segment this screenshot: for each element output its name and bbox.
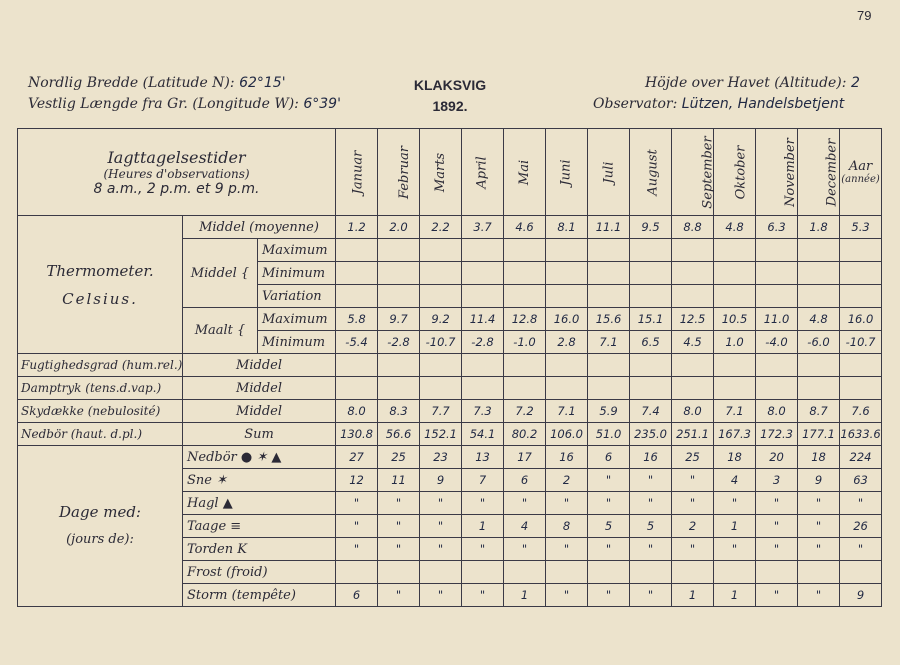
value-cell: 8.0 bbox=[672, 400, 714, 423]
value-cell bbox=[714, 354, 756, 377]
annual-value-cell: 5.3 bbox=[840, 216, 882, 239]
value-cell bbox=[756, 377, 798, 400]
value-cell: 12.8 bbox=[504, 308, 546, 331]
annual-value-cell bbox=[840, 354, 882, 377]
row-label: Middel bbox=[183, 377, 336, 400]
table-row bbox=[18, 400, 882, 423]
value-cell bbox=[420, 262, 462, 285]
dage-med-label: Dage med: (jours de): bbox=[18, 446, 183, 607]
value-cell bbox=[336, 239, 378, 262]
annual-value-cell: -10.7 bbox=[840, 331, 882, 354]
title-french: (Heures d'observations) bbox=[103, 166, 250, 181]
value-cell bbox=[672, 262, 714, 285]
month-header: November bbox=[756, 129, 798, 216]
value-cell: 1 bbox=[462, 515, 504, 538]
month-header: April bbox=[462, 129, 504, 216]
value-cell bbox=[630, 262, 672, 285]
value-cell: 8.0 bbox=[756, 400, 798, 423]
altitude-value: 2 bbox=[850, 75, 860, 91]
value-cell bbox=[504, 285, 546, 308]
value-cell: " bbox=[714, 538, 756, 561]
value-cell bbox=[714, 262, 756, 285]
latitude-line bbox=[28, 75, 286, 91]
row-label: Maximum bbox=[258, 308, 336, 331]
value-cell: 3 bbox=[756, 469, 798, 492]
value-cell: " bbox=[630, 538, 672, 561]
longitude-label: Vestlig Længde fra Gr. (Longitude W): bbox=[28, 96, 299, 112]
value-cell bbox=[672, 239, 714, 262]
value-cell bbox=[798, 262, 840, 285]
value-cell bbox=[630, 239, 672, 262]
value-cell: 1.0 bbox=[714, 331, 756, 354]
station-year: 1892. bbox=[432, 98, 468, 114]
value-cell: " bbox=[798, 492, 840, 515]
value-cell: 1 bbox=[714, 515, 756, 538]
longitude-value: 6°39' bbox=[303, 96, 341, 112]
value-cell bbox=[462, 262, 504, 285]
row-label: Minimum bbox=[258, 331, 336, 354]
value-cell: 54.1 bbox=[462, 423, 504, 446]
value-cell: 4 bbox=[714, 469, 756, 492]
value-cell bbox=[714, 285, 756, 308]
value-cell: " bbox=[546, 538, 588, 561]
value-cell: 11.0 bbox=[756, 308, 798, 331]
value-cell: 130.8 bbox=[336, 423, 378, 446]
value-cell: " bbox=[672, 492, 714, 515]
value-cell: 7.1 bbox=[546, 400, 588, 423]
value-cell: 1 bbox=[504, 584, 546, 607]
value-cell: " bbox=[756, 584, 798, 607]
value-cell: " bbox=[756, 492, 798, 515]
value-cell: 152.1 bbox=[420, 423, 462, 446]
value-cell: 8 bbox=[546, 515, 588, 538]
value-cell: 7.1 bbox=[714, 400, 756, 423]
row-label: Minimum bbox=[258, 262, 336, 285]
value-cell: 25 bbox=[672, 446, 714, 469]
annual-value-cell: " bbox=[840, 492, 882, 515]
value-cell bbox=[378, 285, 420, 308]
month-header: August bbox=[630, 129, 672, 216]
annual-header bbox=[840, 129, 882, 216]
value-cell: 8.0 bbox=[336, 400, 378, 423]
value-cell bbox=[462, 354, 504, 377]
value-cell: 6.5 bbox=[630, 331, 672, 354]
value-cell: 5 bbox=[588, 515, 630, 538]
value-cell: 172.3 bbox=[756, 423, 798, 446]
observation-times: 8 a.m., 2 p.m. et 9 p.m. bbox=[93, 180, 260, 197]
value-cell bbox=[798, 285, 840, 308]
value-cell bbox=[336, 561, 378, 584]
value-cell: -2.8 bbox=[378, 331, 420, 354]
value-cell: -2.8 bbox=[462, 331, 504, 354]
value-cell bbox=[378, 377, 420, 400]
value-cell bbox=[588, 262, 630, 285]
value-cell bbox=[798, 354, 840, 377]
value-cell: 20 bbox=[756, 446, 798, 469]
value-cell: 7 bbox=[462, 469, 504, 492]
value-cell: 251.1 bbox=[672, 423, 714, 446]
value-cell: 1.8 bbox=[798, 216, 840, 239]
value-cell: " bbox=[756, 538, 798, 561]
value-cell bbox=[672, 285, 714, 308]
value-cell: 11.1 bbox=[588, 216, 630, 239]
annual-label: Aar bbox=[848, 159, 873, 174]
annual-value-cell bbox=[840, 561, 882, 584]
value-cell: 5.9 bbox=[588, 400, 630, 423]
value-cell: " bbox=[588, 538, 630, 561]
value-cell: 2.8 bbox=[546, 331, 588, 354]
value-cell bbox=[378, 239, 420, 262]
value-cell: 11 bbox=[378, 469, 420, 492]
value-cell: 167.3 bbox=[714, 423, 756, 446]
value-cell: 8.7 bbox=[798, 400, 840, 423]
annual-value-cell: 16.0 bbox=[840, 308, 882, 331]
station-name: KLAKSVIG bbox=[413, 77, 487, 93]
value-cell: " bbox=[756, 515, 798, 538]
table-row bbox=[18, 216, 882, 239]
value-cell: " bbox=[630, 469, 672, 492]
observer-label: Observator: bbox=[593, 96, 678, 112]
value-cell bbox=[504, 262, 546, 285]
value-cell: 9.2 bbox=[420, 308, 462, 331]
value-cell: 8.1 bbox=[546, 216, 588, 239]
row-label: Sne ✶ bbox=[183, 469, 336, 492]
annual-value-cell bbox=[840, 285, 882, 308]
value-cell: 8.3 bbox=[378, 400, 420, 423]
value-cell: " bbox=[378, 584, 420, 607]
row-label: Sum bbox=[183, 423, 336, 446]
value-cell: 2 bbox=[672, 515, 714, 538]
value-cell: 6 bbox=[336, 584, 378, 607]
value-cell: 177.1 bbox=[798, 423, 840, 446]
value-cell bbox=[462, 561, 504, 584]
value-cell: 6.3 bbox=[756, 216, 798, 239]
value-cell bbox=[630, 377, 672, 400]
value-cell: " bbox=[462, 584, 504, 607]
value-cell bbox=[798, 561, 840, 584]
value-cell bbox=[546, 561, 588, 584]
value-cell: 7.1 bbox=[588, 331, 630, 354]
value-cell: " bbox=[336, 538, 378, 561]
value-cell: " bbox=[798, 584, 840, 607]
value-cell: " bbox=[462, 538, 504, 561]
value-cell: 1.2 bbox=[336, 216, 378, 239]
maalt-group-label: Maalt { bbox=[183, 308, 258, 354]
value-cell: 27 bbox=[336, 446, 378, 469]
value-cell bbox=[630, 561, 672, 584]
value-cell bbox=[462, 377, 504, 400]
table-row bbox=[18, 377, 882, 400]
table-row bbox=[18, 423, 882, 446]
value-cell: " bbox=[588, 469, 630, 492]
value-cell bbox=[546, 262, 588, 285]
month-header: Juli bbox=[588, 129, 630, 216]
value-cell bbox=[462, 285, 504, 308]
fugtighed-label: Fugtighedsgrad (hum.rel.) bbox=[18, 354, 183, 377]
annual-value-cell: 9 bbox=[840, 584, 882, 607]
value-cell: " bbox=[462, 492, 504, 515]
value-cell: " bbox=[378, 538, 420, 561]
value-cell: 1 bbox=[714, 584, 756, 607]
value-cell bbox=[336, 262, 378, 285]
value-cell: " bbox=[420, 492, 462, 515]
row-label: Middel (moyenne) bbox=[183, 216, 336, 239]
table-row bbox=[18, 446, 882, 469]
value-cell: " bbox=[588, 584, 630, 607]
value-cell: 235.0 bbox=[630, 423, 672, 446]
value-cell: 9.5 bbox=[630, 216, 672, 239]
value-cell bbox=[546, 285, 588, 308]
middel-group-label: Middel { bbox=[183, 239, 258, 308]
observation-table bbox=[17, 128, 882, 607]
value-cell bbox=[420, 354, 462, 377]
value-cell: -5.4 bbox=[336, 331, 378, 354]
annual-value-cell bbox=[840, 262, 882, 285]
value-cell: -4.0 bbox=[756, 331, 798, 354]
value-cell: 8.8 bbox=[672, 216, 714, 239]
value-cell: 4.5 bbox=[672, 331, 714, 354]
value-cell: " bbox=[504, 492, 546, 515]
value-cell: 80.2 bbox=[504, 423, 546, 446]
longitude-line bbox=[28, 96, 341, 112]
value-cell bbox=[630, 354, 672, 377]
value-cell: " bbox=[336, 515, 378, 538]
value-cell: 12.5 bbox=[672, 308, 714, 331]
annual-sub: (année) bbox=[841, 174, 880, 185]
value-cell bbox=[546, 354, 588, 377]
value-cell: 4 bbox=[504, 515, 546, 538]
value-cell: " bbox=[420, 584, 462, 607]
title-iagttagelsestider: Iagttagelsestider bbox=[107, 147, 246, 167]
month-header: September bbox=[672, 129, 714, 216]
value-cell: 7.2 bbox=[504, 400, 546, 423]
value-cell: 51.0 bbox=[588, 423, 630, 446]
value-cell: 106.0 bbox=[546, 423, 588, 446]
value-cell bbox=[336, 354, 378, 377]
value-cell: 16.0 bbox=[546, 308, 588, 331]
value-cell bbox=[672, 354, 714, 377]
value-cell bbox=[588, 354, 630, 377]
value-cell: 16 bbox=[546, 446, 588, 469]
table-row bbox=[18, 354, 882, 377]
value-cell: " bbox=[672, 469, 714, 492]
value-cell bbox=[756, 561, 798, 584]
value-cell: 4.6 bbox=[504, 216, 546, 239]
value-cell bbox=[672, 561, 714, 584]
thermometer-label: Thermometer. Celsius. bbox=[18, 216, 183, 354]
value-cell: " bbox=[588, 492, 630, 515]
month-header: Marts bbox=[420, 129, 462, 216]
value-cell bbox=[714, 377, 756, 400]
month-header: Oktober bbox=[714, 129, 756, 216]
value-cell bbox=[420, 239, 462, 262]
value-cell: 17 bbox=[504, 446, 546, 469]
row-label: Middel bbox=[183, 400, 336, 423]
value-cell bbox=[588, 561, 630, 584]
value-cell bbox=[420, 561, 462, 584]
value-cell: " bbox=[378, 515, 420, 538]
damptryk-label: Damptryk (tens.d.vap.) bbox=[18, 377, 183, 400]
value-cell: 7.7 bbox=[420, 400, 462, 423]
month-header: Januar bbox=[336, 129, 378, 216]
value-cell: 5.8 bbox=[336, 308, 378, 331]
month-header: Mai bbox=[504, 129, 546, 216]
latitude-value: 62°15' bbox=[239, 75, 286, 91]
value-cell: 12 bbox=[336, 469, 378, 492]
value-cell: 25 bbox=[378, 446, 420, 469]
value-cell: " bbox=[798, 538, 840, 561]
month-header: December bbox=[798, 129, 840, 216]
value-cell: 7.4 bbox=[630, 400, 672, 423]
annual-value-cell: 26 bbox=[840, 515, 882, 538]
value-cell: 1 bbox=[672, 584, 714, 607]
annual-value-cell: 63 bbox=[840, 469, 882, 492]
month-header: Juni bbox=[546, 129, 588, 216]
row-label: Nedbör ● ✶ ▲ bbox=[183, 446, 336, 469]
annual-value-cell bbox=[840, 239, 882, 262]
value-cell: 15.1 bbox=[630, 308, 672, 331]
value-cell: " bbox=[714, 492, 756, 515]
value-cell: 5 bbox=[630, 515, 672, 538]
value-cell bbox=[504, 239, 546, 262]
value-cell bbox=[378, 354, 420, 377]
value-cell bbox=[546, 377, 588, 400]
nedbor-label: Nedbör (haut. d.pl.) bbox=[18, 423, 183, 446]
value-cell bbox=[756, 239, 798, 262]
value-cell: " bbox=[420, 515, 462, 538]
value-cell: " bbox=[630, 584, 672, 607]
altitude-line bbox=[645, 75, 860, 91]
value-cell: " bbox=[546, 584, 588, 607]
value-cell: " bbox=[504, 538, 546, 561]
value-cell: 7.3 bbox=[462, 400, 504, 423]
annual-value-cell: 7.6 bbox=[840, 400, 882, 423]
value-cell: 18 bbox=[714, 446, 756, 469]
value-cell bbox=[714, 239, 756, 262]
value-cell bbox=[336, 285, 378, 308]
row-label: Storm (tempête) bbox=[183, 584, 336, 607]
value-cell: -10.7 bbox=[420, 331, 462, 354]
value-cell: 18 bbox=[798, 446, 840, 469]
annual-value-cell: " bbox=[840, 538, 882, 561]
value-cell bbox=[378, 262, 420, 285]
value-cell: 10.5 bbox=[714, 308, 756, 331]
row-label: Torden K bbox=[183, 538, 336, 561]
row-label: Frost (froid) bbox=[183, 561, 336, 584]
value-cell: 3.7 bbox=[462, 216, 504, 239]
value-cell: 56.6 bbox=[378, 423, 420, 446]
row-label: Hagl ▲ bbox=[183, 492, 336, 515]
annual-value-cell: 224 bbox=[840, 446, 882, 469]
value-cell: 23 bbox=[420, 446, 462, 469]
value-cell bbox=[798, 377, 840, 400]
value-cell: 6 bbox=[588, 446, 630, 469]
value-cell bbox=[504, 354, 546, 377]
value-cell: " bbox=[798, 515, 840, 538]
observer-line bbox=[593, 96, 844, 112]
value-cell: 9.7 bbox=[378, 308, 420, 331]
value-cell: " bbox=[378, 492, 420, 515]
value-cell: " bbox=[630, 492, 672, 515]
value-cell: " bbox=[672, 538, 714, 561]
value-cell bbox=[756, 354, 798, 377]
value-cell: " bbox=[546, 492, 588, 515]
value-cell: -6.0 bbox=[798, 331, 840, 354]
value-cell: 4.8 bbox=[798, 308, 840, 331]
value-cell bbox=[588, 377, 630, 400]
value-cell: " bbox=[420, 538, 462, 561]
annual-value-cell: 1633.6 bbox=[840, 423, 882, 446]
value-cell bbox=[378, 561, 420, 584]
page-number: 79 bbox=[857, 8, 872, 23]
value-cell: 2 bbox=[546, 469, 588, 492]
value-cell bbox=[588, 285, 630, 308]
value-cell bbox=[672, 377, 714, 400]
value-cell: " bbox=[336, 492, 378, 515]
value-cell bbox=[714, 561, 756, 584]
value-cell: 2.0 bbox=[378, 216, 420, 239]
value-cell bbox=[630, 285, 672, 308]
value-cell bbox=[588, 239, 630, 262]
value-cell bbox=[504, 377, 546, 400]
value-cell: 16 bbox=[630, 446, 672, 469]
value-cell bbox=[462, 239, 504, 262]
value-cell: 15.6 bbox=[588, 308, 630, 331]
latitude-label: Nordlig Bredde (Latitude N): bbox=[28, 75, 235, 91]
observer-value: Lützen, Handelsbetjent bbox=[681, 96, 845, 112]
value-cell: 11.4 bbox=[462, 308, 504, 331]
value-cell bbox=[420, 285, 462, 308]
value-cell: 2.2 bbox=[420, 216, 462, 239]
skydaekke-label: Skydække (nebulosité) bbox=[18, 400, 183, 423]
value-cell bbox=[336, 377, 378, 400]
value-cell: 9 bbox=[420, 469, 462, 492]
value-cell: 4.8 bbox=[714, 216, 756, 239]
row-label: Middel bbox=[183, 354, 336, 377]
row-label: Taage ≡ bbox=[183, 515, 336, 538]
value-cell bbox=[504, 561, 546, 584]
observation-times-header bbox=[18, 129, 336, 216]
month-header: Februar bbox=[378, 129, 420, 216]
value-cell bbox=[798, 239, 840, 262]
value-cell: 13 bbox=[462, 446, 504, 469]
altitude-label: Höjde over Havet (Altitude): bbox=[645, 75, 847, 91]
value-cell bbox=[756, 285, 798, 308]
value-cell bbox=[420, 377, 462, 400]
value-cell: 9 bbox=[798, 469, 840, 492]
value-cell bbox=[756, 262, 798, 285]
value-cell bbox=[546, 239, 588, 262]
value-cell: 6 bbox=[504, 469, 546, 492]
row-label: Maximum bbox=[258, 239, 336, 262]
row-label: Variation bbox=[258, 285, 336, 308]
annual-value-cell bbox=[840, 377, 882, 400]
value-cell: -1.0 bbox=[504, 331, 546, 354]
